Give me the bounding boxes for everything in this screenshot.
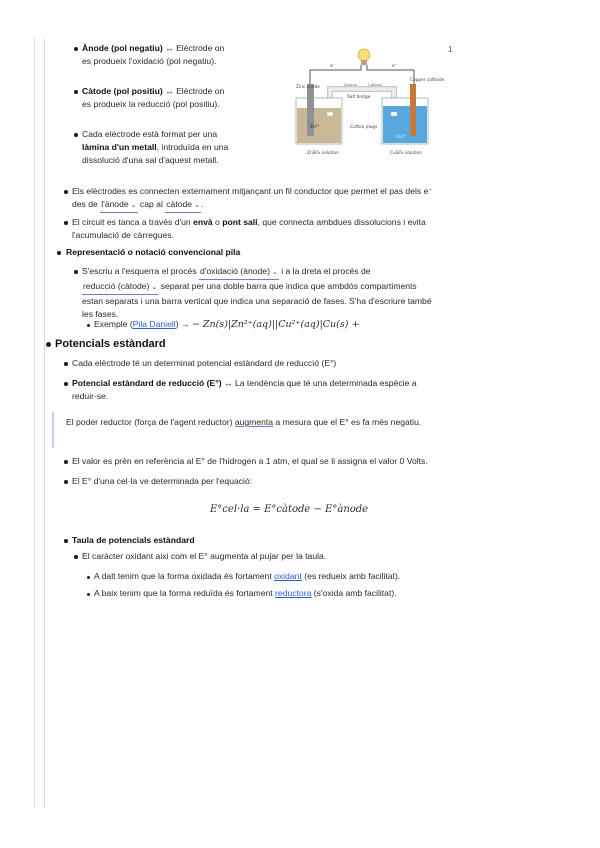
cotton-plug-left	[327, 112, 333, 116]
cathode-term: Càtode (pol positiu)	[82, 86, 163, 96]
example-pre: Exemple (	[94, 319, 133, 329]
light-bulb-icon	[358, 49, 370, 61]
bullet	[87, 593, 90, 596]
bullet	[74, 270, 78, 274]
equation-rhs: = E°càtode − E°ànode	[252, 504, 369, 515]
electrode-item	[82, 128, 242, 167]
circuit-bold-1: envà	[193, 217, 213, 227]
cation-label: Cations	[368, 82, 383, 87]
bullet	[64, 460, 68, 464]
bullet	[87, 324, 90, 327]
table-heading	[72, 534, 195, 547]
reductora-link[interactable]: reductora	[275, 588, 312, 598]
connection-text: Els elèctrodes es connecten externament mitjançant un fil conductor que permet el pas dels e⁻ des de	[72, 186, 433, 209]
bullet	[46, 342, 51, 347]
circuit-or: o	[215, 217, 220, 227]
anode-item	[82, 42, 232, 68]
bulb-base	[361, 60, 367, 65]
notation-heading	[66, 246, 240, 259]
electrode-post: , introduïda en una dissolució d'una sal d'aquest metall.	[82, 142, 229, 165]
connection-end: .	[200, 199, 204, 209]
potentials-b3: El valor es prèn en referència al E° de l'hidrogen a 1 atm, el qual se li assigna el valor 0 Volts.	[72, 456, 428, 466]
connection-item	[72, 185, 442, 213]
anion-label: Anions	[344, 82, 357, 87]
zinc-anode-label: Zinc anode	[296, 85, 320, 90]
copper-electrode	[410, 84, 416, 136]
circuit-pre: El circuit es tanca a través d'un	[72, 217, 191, 227]
circuit-bold-2: pont salí	[222, 217, 258, 227]
notation-pre: S'escriu a l'esquerra el procés	[82, 266, 197, 276]
table-b3-pre: A baix tenim que la forma reduïda és fortament	[94, 588, 273, 598]
reduction-dropdown[interactable]	[82, 280, 158, 295]
potentials-b4: El E° d'una cel·la ve determinada per l'equació:	[72, 476, 253, 486]
cathode-dropdown-label: càtode	[166, 199, 193, 209]
bullet	[74, 47, 78, 51]
chevron-down-icon: ⌄	[151, 284, 158, 291]
electron-left-label: e⁻	[330, 64, 336, 69]
chevron-down-icon: ⌄	[271, 269, 278, 276]
electrode-bold: làmina d'un metall	[82, 142, 157, 152]
table-heading-text: Taula de potencials estàndard	[72, 535, 195, 545]
notation-post: separat per una doble barra que indica que ambdós compartiments estan separats i una barra vertical que indica una separació de fases. S'ha d'escriure també les fases.	[82, 281, 432, 319]
notation-heading-text: Representació o notació convencional pila	[66, 247, 241, 257]
anode-desc: Elèctrode on es produeix l'oxidació (pol negatiu).	[82, 43, 225, 66]
circuit-item	[72, 216, 462, 242]
cathode-arrow: ↔	[165, 86, 174, 96]
anode-dropdown-label: l'ànode	[101, 199, 129, 209]
bullet	[87, 576, 90, 579]
copper-cathode-label: Copper cathode	[410, 78, 445, 83]
potentials-b2	[72, 377, 422, 403]
quote-bar	[52, 412, 54, 448]
quote-pre: El poder reductor (força de l'agent reductor)	[66, 417, 233, 427]
oxidant-link[interactable]: oxidant	[274, 571, 302, 581]
anode-arrow: ↔	[165, 43, 174, 53]
table-b3	[94, 587, 454, 600]
cotton-plugs-label: Cotton plugs	[350, 125, 378, 130]
bullet	[57, 251, 61, 255]
pila-daniell-link[interactable]: Pila Daniell	[132, 319, 176, 329]
table-b2-pre: A dalt tenim que la forma oxidada és fortament	[94, 571, 272, 581]
bullet	[64, 539, 68, 543]
indent-guide-outer	[34, 38, 35, 808]
page-number: 1	[448, 45, 453, 54]
chevron-down-icon: ⌄	[194, 202, 200, 209]
anode-term: Ànode (pol negatiu)	[82, 43, 163, 53]
table-b3-post: (s'oxida amb facilitat).	[313, 588, 397, 598]
chevron-down-icon: ⌄	[130, 202, 137, 209]
bullet	[74, 555, 78, 559]
bullet	[64, 382, 68, 386]
cotton-plug-right	[391, 112, 397, 116]
table-b1: El caràcter oxidant aixi com el E° augmenta al pujar per la taula.	[82, 551, 327, 561]
cathode-item	[82, 85, 232, 111]
salt-bridge-label: Salt bridge	[347, 95, 371, 100]
table-b2-post: (es redueix amb facilitat).	[304, 571, 401, 581]
cathode-desc: Elèctrode on es produeix la reducció (pol positiu).	[82, 86, 225, 109]
oxidation-dropdown-label: d'oxidació (ànode)	[199, 266, 270, 276]
bullet	[64, 190, 68, 194]
equation-lhs: E°cel·la	[210, 504, 250, 515]
table-b2	[94, 570, 454, 583]
quote-post: a mesura que el E° es fa més negatiu.	[275, 417, 422, 427]
bullet	[64, 480, 68, 484]
galvanic-cell-figure	[290, 44, 445, 162]
electrode-pre: Cada elèctrode està format per una	[82, 129, 218, 139]
bullet	[74, 90, 78, 94]
cell-potential-equation	[210, 503, 368, 516]
zn-ion-label: Zn²⁺	[310, 125, 320, 130]
potentials-b2-bold: Potencial estàndard de reducció (E°)	[72, 378, 222, 388]
cuso4-label: CuSO₄ solution	[390, 151, 422, 156]
potentials-b2-rest: ↔ La tendència que té una determinada espècie a reduir-se.	[72, 378, 417, 401]
circuit-post: , que connecta ambdues dissolucions i evita l'acumulació de càrregues.	[72, 217, 426, 240]
cathode-dropdown[interactable]	[165, 198, 204, 213]
connection-mid: cap al	[139, 199, 163, 209]
anode-dropdown[interactable]	[100, 198, 137, 213]
notation-mid: i a la dreta el procés de	[281, 266, 371, 276]
indent-guide-inner	[44, 38, 45, 808]
quote-underlined: augmenta	[234, 417, 274, 427]
potentials-b1: Cada elèctrode té un determinat potencial estàndard de reducció (E°)	[72, 358, 337, 368]
cu-ion-label: Cu²⁺	[396, 135, 406, 140]
reducing-power-quote	[66, 416, 426, 429]
example-item	[94, 318, 434, 331]
oxidation-dropdown[interactable]	[199, 265, 279, 280]
bullet	[64, 362, 68, 366]
bullet	[64, 221, 68, 225]
bullet	[74, 133, 78, 137]
example-post: ) →	[175, 319, 190, 329]
reduction-dropdown-label: reducció (càtode)	[83, 281, 150, 291]
cell-notation-formula: − Zn(s)|Zn²⁺(aq)||Cu²⁺(aq)|Cu(s) +	[191, 319, 360, 330]
electron-right-label: e⁻	[392, 64, 398, 69]
potentials-heading: Potencials estàndard	[55, 338, 166, 350]
znso4-label: ZnSO₄ solution	[307, 151, 339, 156]
notation-paragraph	[82, 265, 434, 321]
